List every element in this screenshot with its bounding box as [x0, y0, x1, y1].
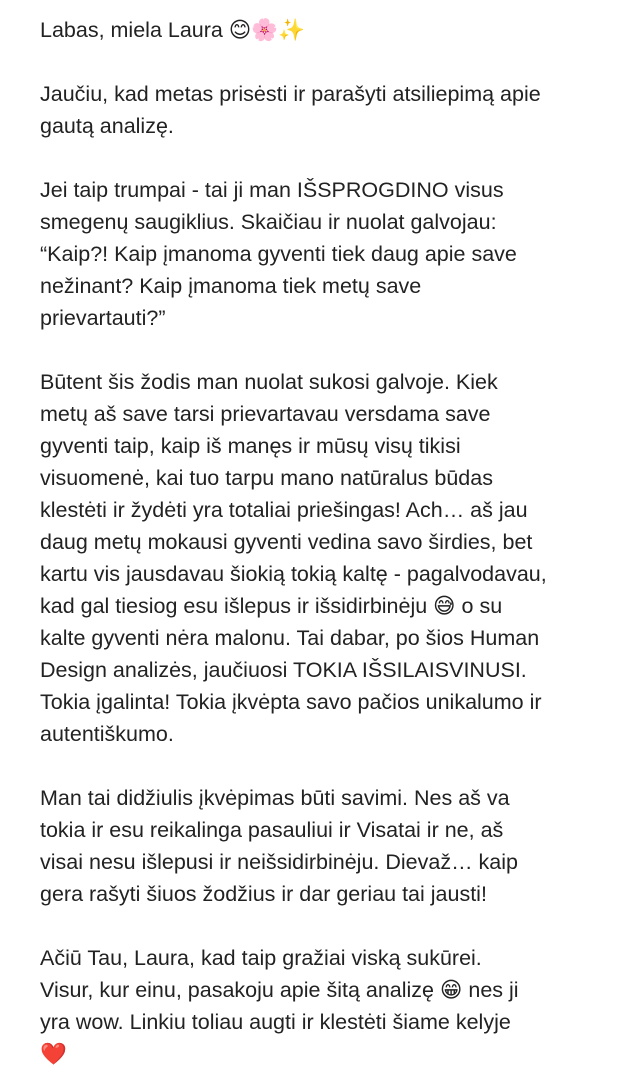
text-line: daug metų mokausi gyventi vedina savo širdies, bet: [40, 530, 533, 554]
text-line: autentiškumo.: [40, 722, 174, 746]
text-line: tokia ir esu reikalinga pasauliui ir Visatai ir ne, aš: [40, 818, 504, 842]
text-line: prievartauti?”: [40, 306, 166, 330]
text-line: Ačiū Tau, Laura, kad taip gražiai viską sukūrei.: [40, 946, 482, 970]
text-line: Visur, kur einu, pasakoju apie šitą analizę 😁 nes ji: [40, 978, 519, 1002]
text-line: kad gal tiesiog esu išlepus ir išsidirbinėju 😅 o su: [40, 594, 503, 618]
text-line: gautą analizę.: [40, 114, 174, 138]
paragraph-1: [40, 78, 610, 142]
text-line: nežinant? Kaip įmanoma tiek metų save: [40, 274, 422, 298]
text-line: metų aš save tarsi prievartavau versdama save: [40, 402, 491, 426]
testimonial-note: [40, 14, 610, 1070]
text-line: Tokia įgalinta! Tokia įkvėpta savo pačios unikalumo ir: [40, 690, 542, 714]
text-line: kalte gyventi nėra malonu. Tai dabar, po šios Human: [40, 626, 540, 650]
text-line: visai nesu išlepusi ir neišsidirbinėju. Dievaž… kaip: [40, 850, 518, 874]
heart-emoji-line: ❤️: [40, 1042, 67, 1066]
paragraph-gap: [40, 910, 610, 942]
paragraph-2: [40, 174, 610, 334]
greeting-line: Labas, miela Laura 😊🌸✨: [40, 18, 305, 42]
text-line: Būtent šis žodis man nuolat sukosi galvoje. Kiek: [40, 370, 498, 394]
text-line: smegenų saugiklius. Skaičiau ir nuolat galvojau:: [40, 210, 497, 234]
paragraph-gap: [40, 334, 610, 366]
text-line: gyventi taip, kaip iš manęs ir mūsų visų tikisi: [40, 434, 461, 458]
paragraph-5: [40, 942, 610, 1070]
text-line: Jaučiu, kad metas prisėsti ir parašyti atsiliepimą apie: [40, 82, 541, 106]
text-line: Man tai didžiulis įkvėpimas būti savimi. Nes aš va: [40, 786, 510, 810]
text-line: kartu vis jausdavau šiokią tokią kaltę - pagalvodavau,: [40, 562, 547, 586]
text-line: klestėti ir žydėti yra totaliai priešingas! Ach… aš jau: [40, 498, 528, 522]
text-line: visuomenė, kai tuo tarpu mano natūralus būdas: [40, 466, 493, 490]
text-line: yra wow. Linkiu toliau augti ir klestėti šiame kelyje: [40, 1010, 511, 1034]
text-line: Jei taip trumpai - tai ji man IŠSPROGDINO visus: [40, 178, 504, 202]
text-line: “Kaip?! Kaip įmanoma gyventi tiek daug apie save: [40, 242, 517, 266]
paragraph-gap: [40, 46, 610, 78]
text-line: Design analizės, jaučiuosi TOKIA IŠSILAISVINUSI.: [40, 658, 527, 682]
paragraph-4: [40, 782, 610, 910]
paragraph-gap: [40, 750, 610, 782]
paragraph-3: [40, 366, 610, 750]
paragraph-gap: [40, 142, 610, 174]
text-line: gera rašyti šiuos žodžius ir dar geriau tai jausti!: [40, 882, 487, 906]
